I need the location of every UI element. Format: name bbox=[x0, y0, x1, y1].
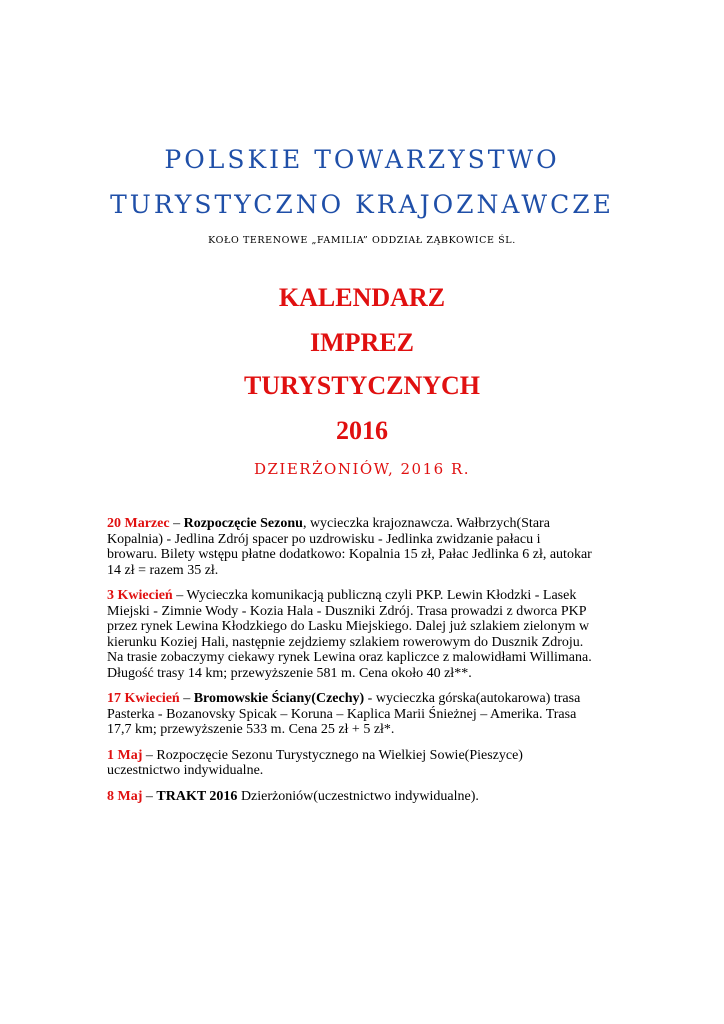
event-date: 8 Maj bbox=[107, 788, 143, 804]
title-year: 2016 bbox=[336, 416, 388, 445]
event-line bbox=[107, 516, 627, 532]
event-date: 3 Kwiecień bbox=[107, 588, 173, 603]
event-line: browaru. Bilety wstępu płatne dodatkowo: Kopalnia 15 zł, Pałac Jedlinka 6 zł, autokar bbox=[107, 547, 592, 562]
event-text: – Wycieczka komunikacją publiczną czyli PKP. Lewin Kłodzki - Lasek bbox=[172, 588, 577, 603]
event-name: Bromowskie Ściany(Czechy) bbox=[193, 691, 365, 706]
event-date: 17 Kwiecień bbox=[107, 691, 180, 706]
event-line: 17,7 km; przewyższenie 533 m. Cena 25 zł + 5 zł*. bbox=[107, 722, 395, 737]
event-separator: – bbox=[142, 788, 157, 804]
event-item bbox=[107, 748, 627, 779]
event-date: 1 Maj bbox=[107, 747, 143, 763]
event-line: uczestnictwo indywidualne. bbox=[107, 763, 264, 778]
event-item bbox=[107, 691, 627, 738]
event-line: Miejski - Zimnie Wody - Kozia Hala - Duszniki Zdrój. Trasa prowadzi z dworca PKP bbox=[107, 603, 587, 619]
event-separator: – bbox=[169, 516, 184, 531]
event-text: , wycieczka krajoznawcza. Wałbrzych(Stara bbox=[302, 516, 550, 531]
organization-name-line-2: TURYSTYCZNO KRAJOZNAWCZE bbox=[110, 190, 614, 219]
organization-name-line-1: POLSKIE TOWARZYSTWO bbox=[164, 145, 560, 174]
event-line bbox=[107, 748, 627, 764]
event-line: kierunku Koziej Hali, następnie zejdziemy szlakiem rowerowym do Dusznik Zdroju. bbox=[107, 634, 584, 650]
event-item bbox=[107, 588, 627, 681]
events-list bbox=[107, 516, 627, 814]
event-line: Kopalnia) - Jedlina Zdrój spacer po uzdrowisku - Jedlinka zwidzanie pałacu i bbox=[107, 531, 541, 547]
event-line: 14 zł = razem 35 zł. bbox=[107, 562, 219, 578]
title-line-2: IMPREZ bbox=[310, 328, 414, 357]
event-text: – Rozpoczęcie Sezonu Turystycznego na Wielkiej Sowie(Pieszyce) bbox=[142, 747, 523, 763]
event-line: Na trasie zobaczymy ciekawy rynek Lewina oraz kapliczce z malowidłami Willimana. bbox=[107, 650, 592, 665]
event-line: Długość trasy 14 km; przewyższenie 581 m. Cena około 40 zł**. bbox=[107, 665, 472, 681]
event-date: 20 Marzec bbox=[107, 516, 170, 531]
event-text: Dzierżoniów(uczestnictwo indywidualne). bbox=[237, 788, 479, 804]
event-line bbox=[107, 588, 627, 604]
event-line: przez rynek Lewina Kłodzkiego do Lasku Miejskiego. Dalej już szlakiem zielonym w bbox=[107, 619, 590, 634]
club-subtitle: KOŁO TERENOWE „FAMILIA” ODDZIAŁ ZĄBKOWICE ŚL. bbox=[208, 235, 516, 246]
event-line: Pasterka - Bozanovsky Spicak – Koruna – Kaplica Marii Śnieżnej – Amerika. Trasa bbox=[107, 706, 577, 722]
title-line-3: TURYSTYCZNYCH bbox=[243, 371, 480, 400]
event-line bbox=[107, 789, 627, 805]
event-text: - wycieczka górska(autokarowa) trasa bbox=[364, 691, 581, 706]
event-item bbox=[107, 789, 627, 805]
event-line bbox=[107, 691, 627, 707]
event-separator: – bbox=[179, 691, 194, 706]
title-line-1: KALENDARZ bbox=[278, 283, 446, 312]
place-and-date: DZIERŻONIÓW, 2016 R. bbox=[253, 460, 471, 478]
event-item bbox=[107, 516, 627, 578]
event-name: TRAKT 2016 bbox=[156, 788, 238, 804]
event-name: Rozpoczęcie Sezonu bbox=[183, 516, 303, 531]
